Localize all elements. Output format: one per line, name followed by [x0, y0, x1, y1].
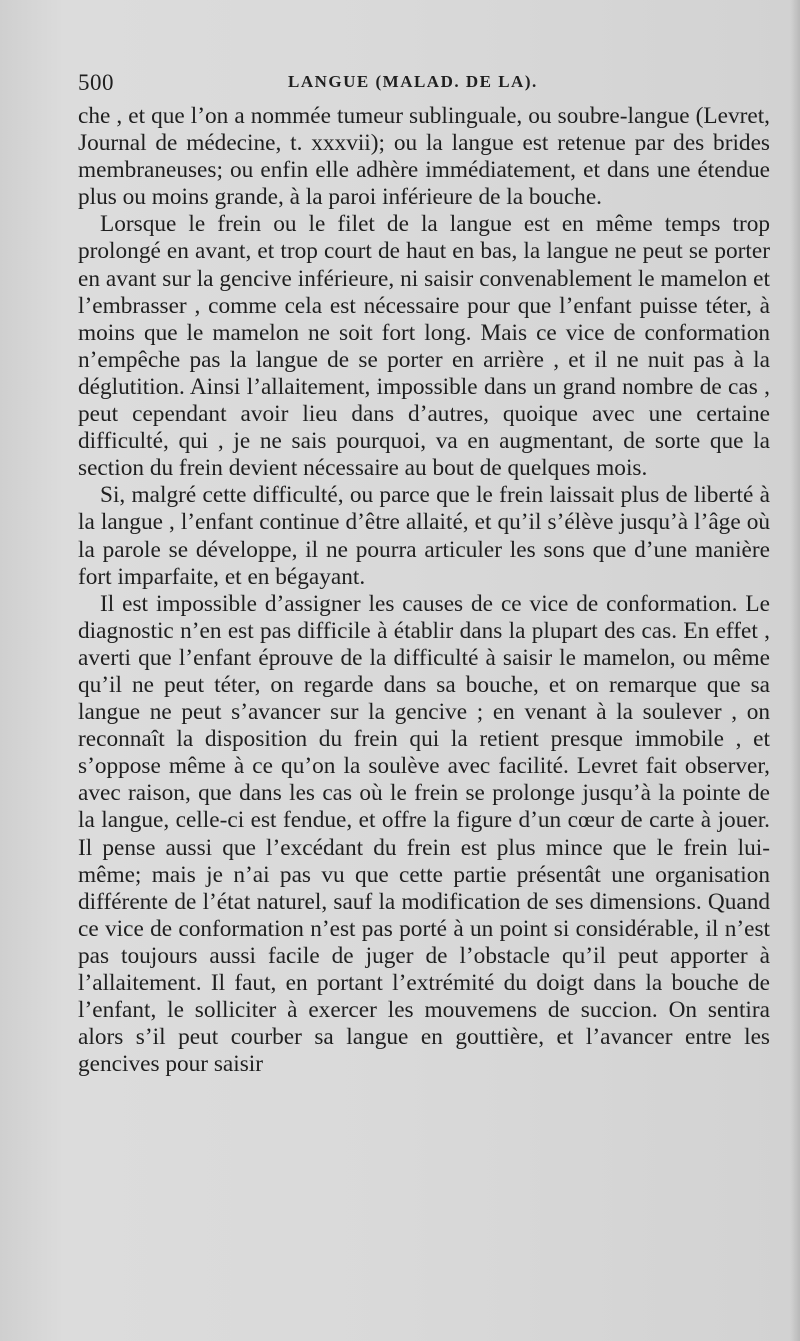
running-head: LANGUE (MALAD. DE LA).: [288, 72, 538, 91]
paragraph-difficulte: Si, malgré cette difficulté, ou parce que le frein laissait plus de liberté à la langue , l’enfant continue d’être allaité, et qu’il s’élève jusqu’à l’âge où la parole se développe, il ne pourra articuler les sons que d’une manière fort imparfaite, et en bégayant.: [78, 482, 770, 590]
page-header: [78, 70, 768, 104]
paragraph-continued: che , et que l’on a nommée tumeur sublinguale, ou soubre-langue (Levret, Journal de médecine, t. xxxvii); ou la langue est retenue par des brides membraneuses; ou enfin elle adhère immédiatement, et dans une étendue plus ou moins grande, à la paroi inférieure de la bouche.: [78, 103, 770, 211]
page-number: 500: [78, 70, 114, 95]
body-text: [78, 103, 770, 1078]
paragraph-diagnostic: Il est impossible d’assigner les causes de ce vice de conformation. Le diagnostic n’en est pas difficile à établir dans la plupart des cas. En effet , averti que l’enfant éprouve de la difficulté à saisir le mamelon, ou même qu’il ne peut téter, on regarde dans sa bouche, et on remarque que sa langue ne peut s’avancer sur la gencive ; en venant à la soulever , on reconnaît la disposition du frein qui la retient presque immobile , et s’oppose même à ce qu’on la soulève avec facilité. Levret fait observer, avec raison, que dans les cas où le frein se prolonge jusqu’à la pointe de la langue, celle-ci est fendue, et offre la figure d’un cœur de carte à jouer. Il pense aussi que l’excédant du frein est plus mince que le frein lui-même; mais je n’ai pas vu que cette partie présentât une organisation différente de l’état naturel, sauf la modification de ses dimensions. Quand ce vice de conformation n’est pas porté à un point si considérable, il n’est pas toujours aussi facile de juger de l’obstacle qu’il peut apporter à l’allaitement. Il faut, en portant l’extrémité du doigt dans la bouche de l’enfant, le solliciter à exercer les mouvemens de succion. On sentira alors s’il peut courber sa langue en gouttière, et l’avancer entre les gencives pour saisir: [78, 590, 770, 1078]
paragraph-frein: Lorsque le frein ou le filet de la langue est en même temps trop prolongé en avant, et trop court de haut en bas, la langue ne peut se porter en avant sur la gencive inférieure, ni saisir convenablement le mamelon et l’embrasser , comme cela est nécessaire pour que l’enfant puisse téter, à moins que le mamelon ne soit fort long. Mais ce vice de conformation n’empêche pas la langue de se porter en arrière , et il ne nuit pas à la déglutition. Ainsi l’allaitement, impossible dans un grand nombre de cas , peut cependant avoir lieu dans d’autres, quoique avec une certaine difficulté, qui , je ne sais pourquoi, va en augmentant, de sorte que la section du frein devient nécessaire au bout de quelques mois.: [78, 211, 770, 482]
page-edge-shadow: [790, 0, 800, 1341]
